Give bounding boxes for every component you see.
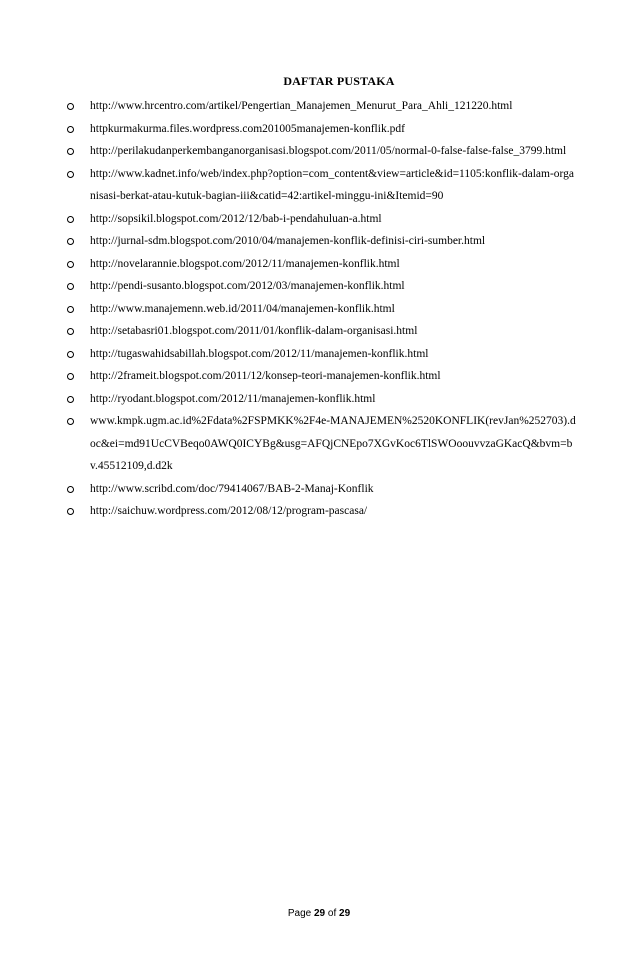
reference-item <box>66 230 576 253</box>
bullet-icon <box>67 396 74 403</box>
page-title: DAFTAR PUSTAKA <box>283 74 395 88</box>
reference-list <box>66 95 576 523</box>
reference-item <box>66 478 576 501</box>
reference-item <box>66 298 576 321</box>
bullet-icon <box>67 216 74 223</box>
reference-item <box>66 163 576 208</box>
reference-text: http://sopsikil.blogspot.com/2012/12/bab-i-pendahuluan-a.html <box>90 212 382 225</box>
total-page-number: 29 <box>339 908 351 919</box>
bullet-icon <box>67 238 74 245</box>
reference-text: http://www.scribd.com/doc/79414067/BAB-2-Manaj-Konflik <box>90 482 374 495</box>
bullet-icon <box>67 283 74 290</box>
reference-text: www.kmpk.ugm.ac.id%2Fdata%2FSPMKK%2F4e-MANAJEMEN%2520KONFLIK(revJan%252703).doc&ei=md91UcCVBeqo0AWQ0ICYBg&usg=AFQjCNEpo7XGvKoc6TlSWOoouvvzaGKacQ&bvm=bv.45512109,d.d2k <box>90 415 576 472</box>
bullet-icon <box>67 103 74 110</box>
reference-text: http://pendi-susanto.blogspot.com/2012/03/manajemen-konflik.html <box>90 280 405 292</box>
bullet-icon <box>67 261 74 268</box>
bullet-icon <box>67 508 74 515</box>
bullet-icon <box>67 328 74 335</box>
bullet-icon <box>67 351 74 358</box>
reference-item <box>66 95 576 118</box>
reference-text: http://novelarannie.blogspot.com/2012/11/manajemen-konflik.html <box>90 257 400 270</box>
bullet-icon <box>67 148 74 155</box>
reference-item <box>66 140 576 163</box>
reference-text: httpkurmakurma.files.wordpress.com201005manajemen-konflik.pdf <box>90 122 405 135</box>
reference-item <box>66 208 576 231</box>
reference-text: http://www.hrcentro.com/artikel/Pengertian_Manajemen_Menurut_Para_Ahli_121220.html <box>90 100 513 112</box>
reference-item <box>66 365 576 388</box>
current-page-number: 29 <box>313 908 326 919</box>
reference-text: http://ryodant.blogspot.com/2012/11/manajemen-konflik.html <box>90 392 376 405</box>
reference-item <box>66 253 576 276</box>
bullet-icon <box>67 171 74 178</box>
reference-text: http://perilakudanperkembanganorganisasi.blogspot.com/2011/05/normal-0-false-false-false_3799.html <box>90 145 567 157</box>
bullet-icon <box>67 306 74 313</box>
reference-text: http://tugaswahidsabillah.blogspot.com/2012/11/manajemen-konflik.html <box>90 347 429 360</box>
reference-text: http://2frameit.blogspot.com/2011/12/konsep-teori-manajemen-konflik.html <box>90 370 441 382</box>
reference-item <box>66 118 576 141</box>
reference-text: http://setabasri01.blogspot.com/2011/01/konflik-dalam-organisasi.html <box>90 325 418 337</box>
reference-item <box>66 410 576 478</box>
page-label: Page <box>287 908 314 919</box>
reference-item <box>66 320 576 343</box>
reference-item <box>66 275 576 298</box>
reference-text: http://jurnal-sdm.blogspot.com/2010/04/manajemen-konflik-definisi-ciri-sumber.html <box>90 235 486 247</box>
reference-item <box>66 343 576 366</box>
reference-text: http://saichuw.wordpress.com/2012/08/12/program-pascasa/ <box>90 505 368 517</box>
reference-item <box>66 500 576 523</box>
page-footer <box>0 908 638 919</box>
bullet-icon <box>67 373 74 380</box>
bullet-icon <box>67 486 74 493</box>
page-separator: of <box>325 908 340 919</box>
reference-text: http://www.manajemenn.web.id/2011/04/manajemen-konflik.html <box>90 302 395 315</box>
bullet-icon <box>67 126 74 133</box>
reference-text: http://www.kadnet.info/web/index.php?option=com_content&view=article&id=1105:konflik-dalam-organisasi-berkat-atau-kutuk-bagian-iii&catid=42:artikel-minggu-ini&Itemid=90 <box>90 167 575 202</box>
reference-item <box>66 388 576 411</box>
bullet-icon <box>67 418 74 425</box>
